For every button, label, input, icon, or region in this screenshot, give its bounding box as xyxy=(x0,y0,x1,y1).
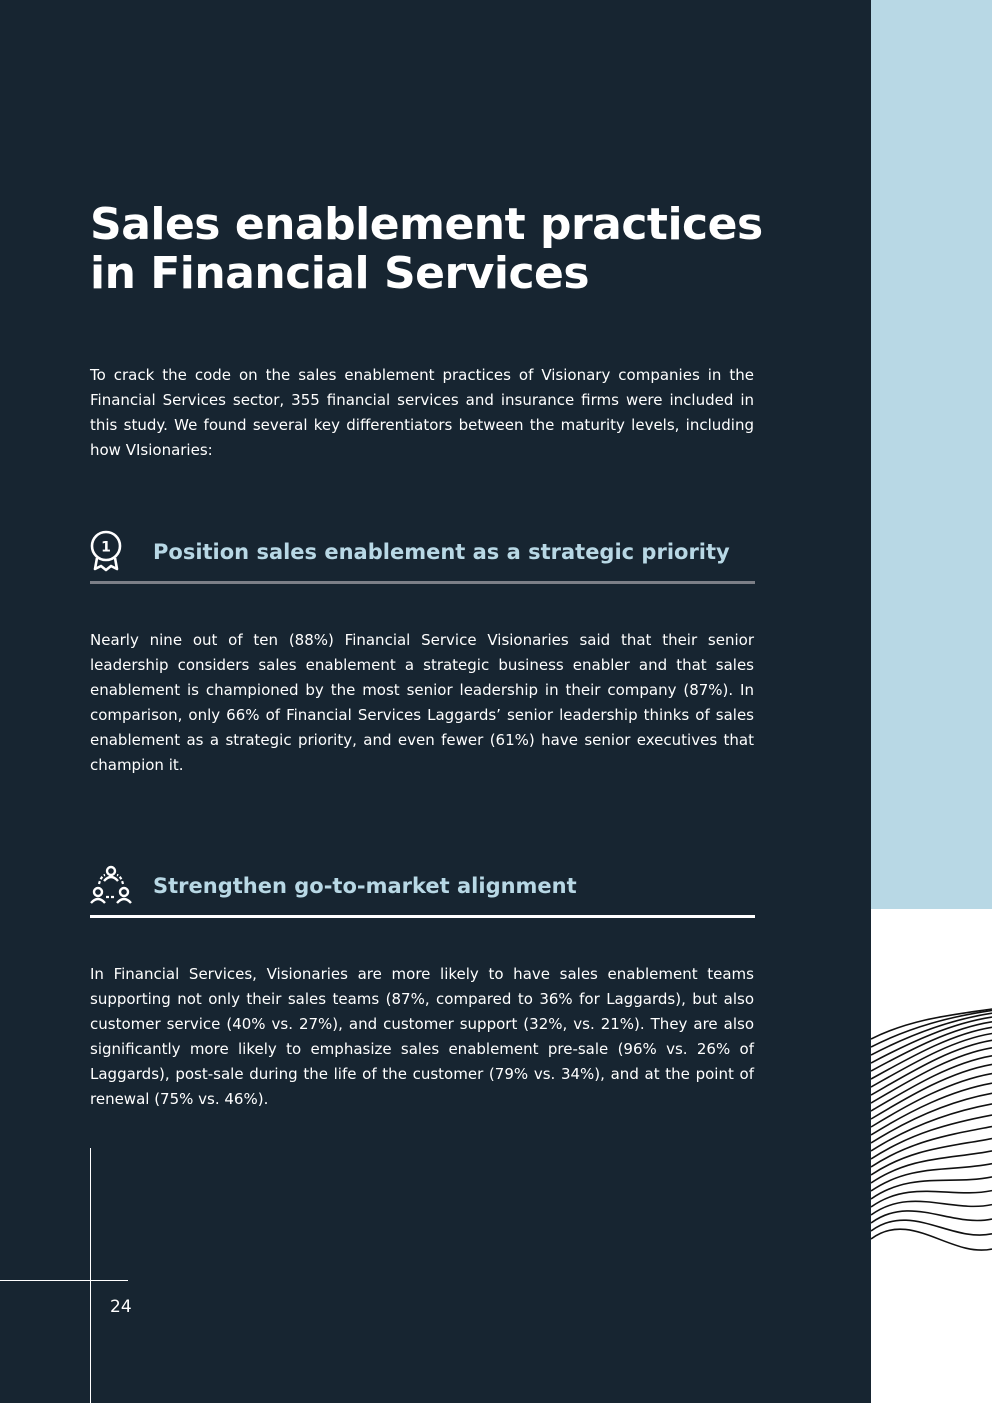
section-heading: Strengthen go-to-market alignment xyxy=(153,874,577,898)
intro-paragraph: To crack the code on the sales enablement practices of Visionary companies in the Financial Services sector, 355 financial services and insurance firms were included in this study. We found several key differentiators between the maturity levels, including how VIsionaries: xyxy=(90,366,754,459)
wave-lines-decoration xyxy=(871,909,992,1403)
wave-line xyxy=(871,1048,992,1103)
page-number: 24 xyxy=(110,1297,132,1317)
side-color-panel xyxy=(871,0,992,909)
section-body-strategic-priority: Nearly nine out of ten (88%) Financial Service Visionaries said that their senior leadership considers sales enablement a strategic business enabler and that sales enablement is championed by the most senior leadership in their company (87%). In comparison, only 66% of Financial Services Laggards’ senior leadership thinks of sales enablement as a strategic priority, and even fewer (61%) have senior executives that champion it. xyxy=(90,631,754,774)
footer-horizontal-line xyxy=(0,1280,128,1281)
award-badge-number: 1 xyxy=(101,539,111,556)
wave-line xyxy=(871,1220,992,1235)
section-heading: Position sales enablement as a strategic priority xyxy=(153,540,730,564)
wave-line xyxy=(871,1164,992,1191)
section-go-to-market-header xyxy=(90,864,755,916)
wave-line xyxy=(871,1115,992,1159)
wave-line xyxy=(871,1191,992,1207)
section-strategic-priority-header xyxy=(90,530,755,582)
side-wave-panel xyxy=(871,909,992,1403)
section-divider xyxy=(90,915,755,918)
section-divider xyxy=(90,581,755,584)
wave-line xyxy=(871,1211,992,1223)
award-ribbon-icon xyxy=(90,530,124,572)
section-body-go-to-market: In Financial Services, Visionaries are more likely to have sales enablement teams supporting not only their sales teams (87%, compared to 36% for Laggards), but also customer service (40% vs. 27%), and customer support (32%, vs. 21%). They are also significantly more likely to emphasize sales enablement pre-sale (96% vs. 26% of Laggards), post-sale during the life of the customer (79% vs. 34%), and at the point of renewal (75% vs. 46%). xyxy=(90,965,754,1108)
wave-line xyxy=(871,1229,992,1250)
team-alignment-icon xyxy=(90,864,132,906)
footer-vertical-line xyxy=(90,1148,91,1403)
page-title: Sales enablement practices in Financial Services xyxy=(90,199,763,299)
